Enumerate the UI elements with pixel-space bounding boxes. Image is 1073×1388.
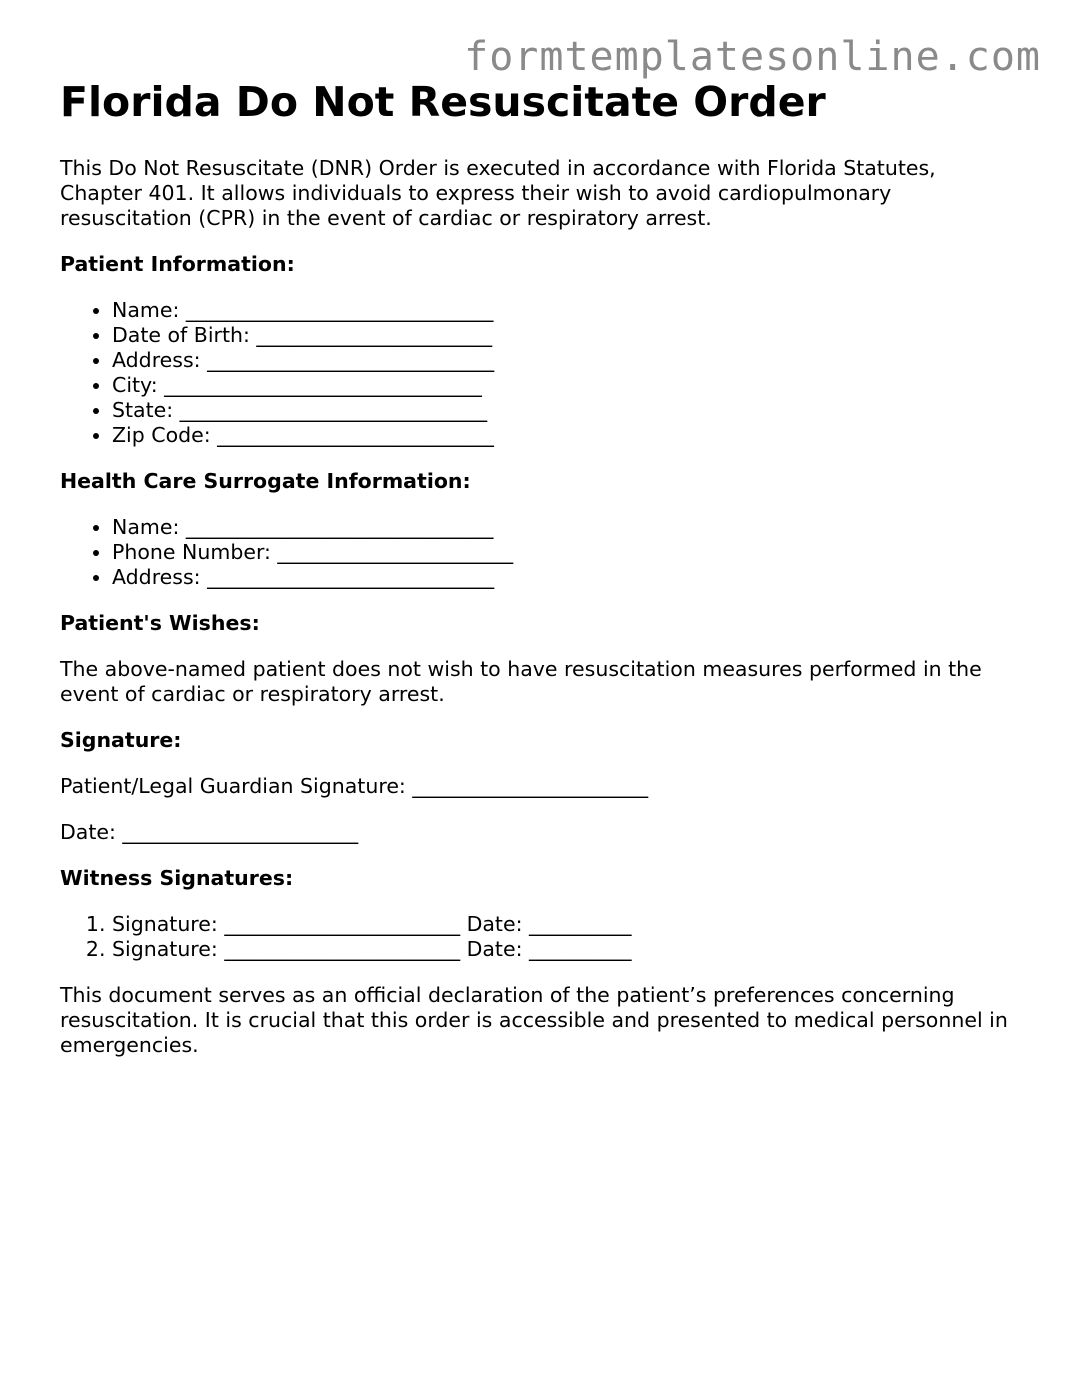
witness-heading: Witness Signatures: [60, 866, 294, 890]
patient-name-field[interactable]: • Name: ______________________________ [112, 298, 1020, 323]
signature-date-field[interactable]: Date: _______________________ [60, 820, 359, 844]
surrogate-info-list [60, 515, 1020, 590]
surrogate-info-heading: Health Care Surrogate Information: [60, 469, 471, 493]
witness-list [60, 912, 1020, 962]
patient-state-field[interactable]: • State: ______________________________ [112, 398, 1020, 423]
witness-1-signature-field[interactable]: 1. Signature: _______________________ Date: __________ [112, 912, 1020, 937]
wishes-heading: Patient's Wishes: [60, 611, 260, 635]
document-body [60, 78, 1020, 1058]
patient-city-field[interactable]: • City: _______________________________ [112, 373, 1020, 398]
patient-dob-field[interactable]: • Date of Birth: _______________________ [112, 323, 1020, 348]
intro-paragraph: This Do Not Resuscitate (DNR) Order is executed in accordance with Florida Statutes, Chapter 401. It allows individuals to express their wish to avoid cardiopulmonary resuscitation (CPR) in the event of cardiac or respiratory arrest. [60, 156, 936, 230]
surrogate-name-field[interactable]: • Name: ______________________________ [112, 515, 1020, 540]
patient-zip-field[interactable]: • Zip Code: ___________________________ [112, 423, 1020, 448]
page-title: Florida Do Not Resuscitate Order [60, 78, 826, 126]
surrogate-phone-field[interactable]: • Phone Number: _______________________ [112, 540, 1020, 565]
patient-info-list [60, 298, 1020, 448]
patient-signature-field[interactable]: Patient/Legal Guardian Signature: _______________________ [60, 774, 649, 798]
surrogate-address-field[interactable]: • Address: ____________________________ [112, 565, 1020, 590]
patient-info-heading: Patient Information: [60, 252, 295, 276]
patient-address-field[interactable]: • Address: ____________________________ [112, 348, 1020, 373]
watermark: formtemplatesonline.com [464, 34, 1041, 80]
witness-2-signature-field[interactable]: 2. Signature: _______________________ Date: __________ [112, 937, 1020, 962]
closing-paragraph: This document serves as an official declaration of the patient’s preferences concerning resuscitation. It is crucial that this order is accessible and presented to medical personnel in emergencies. [60, 983, 1008, 1057]
wishes-text: The above-named patient does not wish to have resuscitation measures performed in the event of cardiac or respiratory arrest. [60, 657, 982, 706]
signature-heading: Signature: [60, 728, 182, 752]
